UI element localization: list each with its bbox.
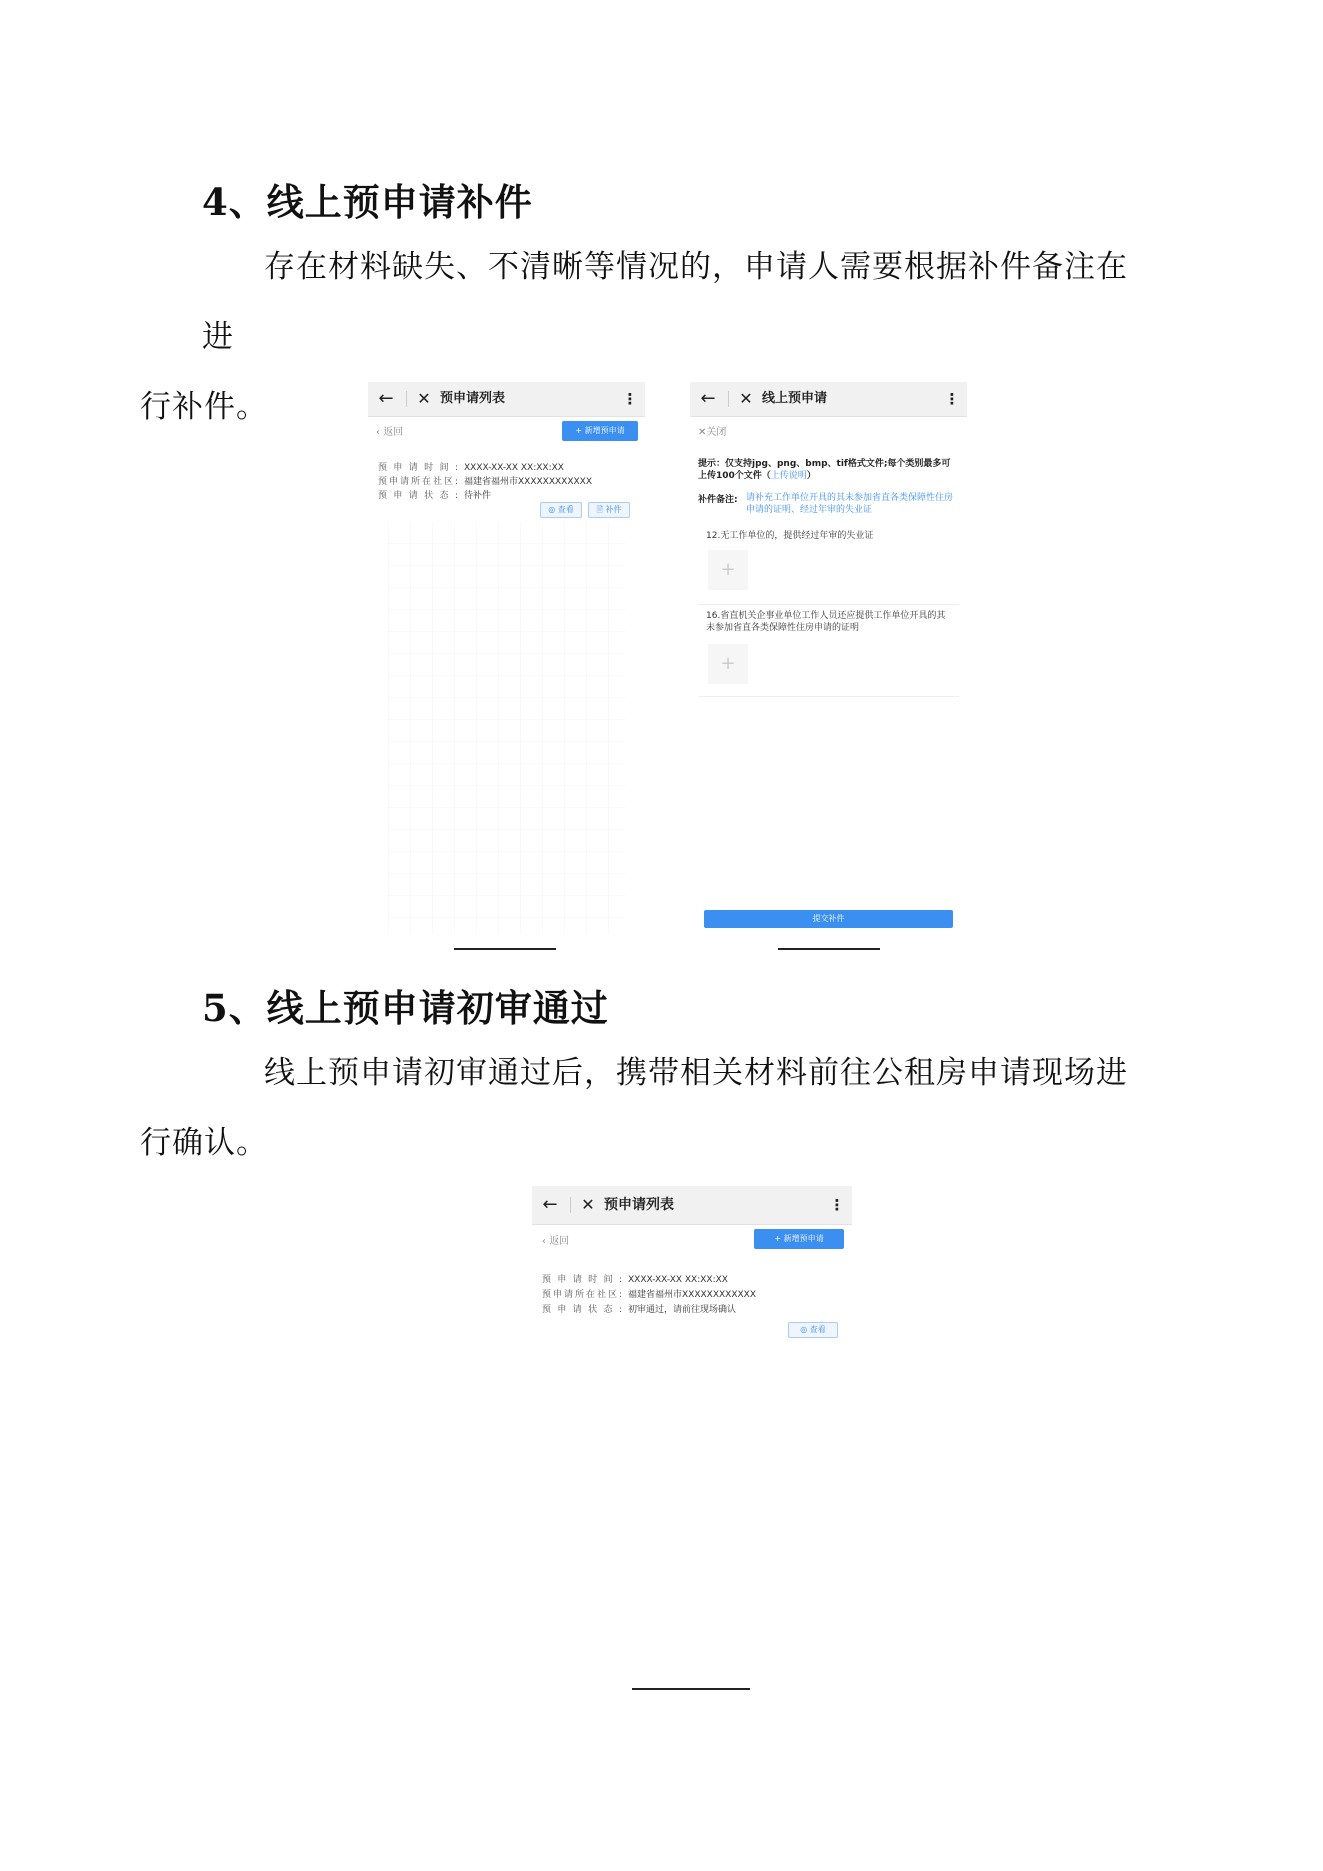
info-value: 福建省福州市XXXXXXXXXXXX	[628, 1290, 756, 1300]
section-5-line1: 线上预申请初审通过后，携带相关材料前往公租房申请现场进	[264, 1055, 1128, 1091]
title-bar	[690, 382, 967, 417]
background-pattern	[388, 522, 625, 934]
upload-card-2	[698, 608, 959, 697]
new-application-button[interactable]: + 新增预申请	[562, 421, 638, 441]
info-value: 福建省福州市XXXXXXXXXXXX	[464, 477, 592, 487]
more-menu-icon[interactable]: ⋮	[829, 1196, 845, 1214]
back-label: 返回	[383, 427, 404, 438]
title-bar	[368, 382, 645, 417]
back-arrow-icon[interactable]: ←	[700, 388, 716, 409]
close-icon: ✕	[698, 427, 707, 438]
section-5-paragraph	[140, 1038, 1142, 1178]
info-value: 初审通过，请前往现场确认	[628, 1305, 737, 1315]
close-link[interactable]	[698, 423, 726, 438]
sub-bar	[690, 416, 967, 446]
upload-hint	[698, 458, 959, 482]
add-file-button[interactable]: +	[708, 644, 748, 684]
submit-supplement-button[interactable]: 提交补件	[704, 910, 953, 928]
info-row-time	[378, 460, 564, 473]
hint-text: 提示：仅支持jpg、png、bmp、tif格式文件;每个类别最多可上传100个文件（	[698, 459, 951, 481]
new-application-button[interactable]: + 新增预申请	[754, 1229, 844, 1249]
info-row-community	[542, 1287, 756, 1300]
info-row-community	[378, 474, 592, 487]
screenshot-apply-list-approved	[532, 1186, 852, 1344]
hint-suffix: ）	[806, 471, 816, 481]
upload-item-title: 16.省直机关企事业单位工作人员还应提供工作单位开具的其未参加省直各类保障性住房申请的证明	[706, 611, 946, 633]
close-label: 关闭	[706, 427, 727, 438]
back-link[interactable]	[542, 1232, 569, 1247]
close-icon[interactable]: ✕	[739, 389, 753, 408]
info-label: 预申请时间:	[542, 1275, 622, 1285]
chevron-left-icon: ‹	[376, 427, 380, 438]
title-bar	[532, 1186, 852, 1225]
home-indicator	[778, 948, 880, 950]
more-menu-icon[interactable]: ⋮	[944, 390, 960, 408]
info-row-status	[542, 1302, 736, 1315]
screenshot-apply-list	[368, 382, 645, 954]
supplement-note-label: 补件备注:	[698, 495, 738, 505]
supplement-note-value: 请补充工作单位开具的其未参加省直各类保障性住房申请的证明、经过年审的失业证	[746, 493, 954, 515]
upload-instructions-link[interactable]: 上传说明	[770, 471, 807, 481]
sub-bar	[368, 416, 645, 446]
page-title: 预申请列表	[604, 1197, 674, 1213]
info-label: 预申请时间:	[378, 463, 458, 473]
info-label: 预申请状态:	[542, 1305, 622, 1315]
info-value: 待补件	[464, 491, 492, 501]
view-button[interactable]: ◎ 查看	[788, 1322, 838, 1338]
back-link[interactable]	[376, 423, 403, 438]
home-indicator	[454, 948, 556, 950]
section-4-heading: 4、线上预申请补件	[202, 180, 533, 224]
add-file-button[interactable]: +	[708, 550, 748, 590]
chevron-left-icon: ‹	[542, 1236, 546, 1247]
info-label: 预申请状态:	[378, 491, 458, 501]
info-row-time	[542, 1272, 728, 1285]
section-5-heading: 5、线上预申请初审通过	[202, 986, 609, 1030]
upload-card-1	[698, 528, 959, 605]
upload-item-title: 12.无工作单位的，提供经过年审的失业证	[706, 531, 874, 541]
back-arrow-icon[interactable]: ←	[378, 388, 394, 409]
view-button[interactable]: ◎ 查看	[540, 502, 582, 518]
more-menu-icon[interactable]: ⋮	[622, 390, 638, 408]
divider	[406, 391, 407, 407]
close-icon[interactable]: ✕	[417, 389, 431, 408]
info-label: 预申请所在社区:	[542, 1290, 622, 1300]
back-label: 返回	[549, 1236, 570, 1247]
page-title: 线上预申请	[762, 391, 828, 406]
close-icon[interactable]: ✕	[581, 1195, 595, 1214]
info-value: XXXX-XX-XX XX:XX:XX	[628, 1275, 728, 1285]
section-4-paragraph	[140, 232, 1142, 442]
divider	[570, 1197, 571, 1213]
info-row-status	[378, 488, 491, 501]
section-4-line2: 行补件。	[140, 389, 268, 425]
supplement-button[interactable]: 🗎 补件	[588, 502, 630, 518]
section-4-line1: 存在材料缺失、不清晰等情况的，申请人需要根据补件备注在进	[202, 249, 1128, 355]
info-label: 预申请所在社区:	[378, 477, 458, 487]
page-footer-rule	[632, 1688, 750, 1690]
page-title: 预申请列表	[440, 391, 506, 406]
sub-bar	[532, 1224, 852, 1256]
info-value: XXXX-XX-XX XX:XX:XX	[464, 463, 564, 473]
screenshot-supplement-form	[690, 382, 967, 954]
section-5-line2: 行确认。	[140, 1125, 268, 1161]
back-arrow-icon[interactable]: ←	[542, 1194, 558, 1215]
divider	[728, 391, 729, 407]
